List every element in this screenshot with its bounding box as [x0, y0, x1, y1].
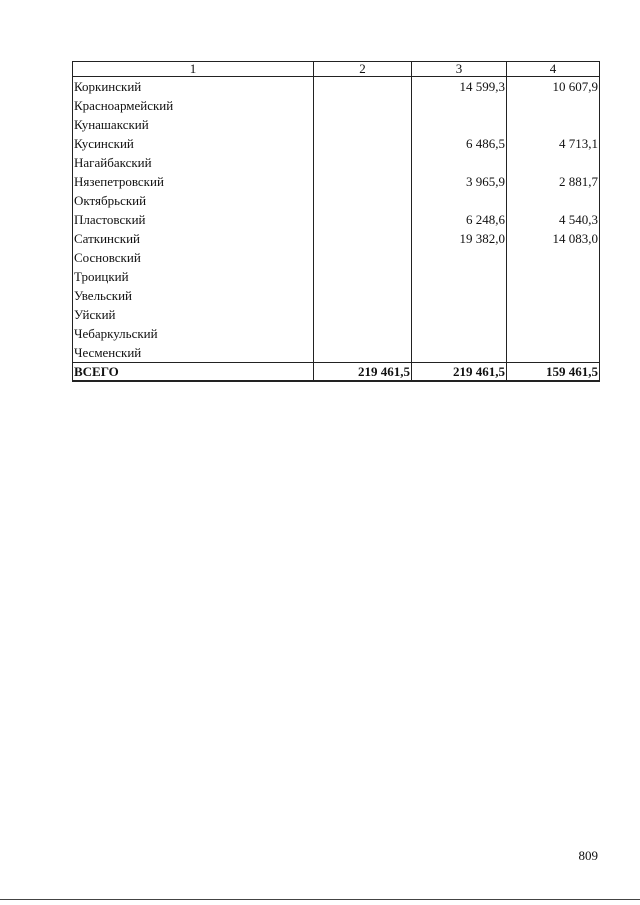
value-cell-col3	[412, 96, 507, 115]
district-name-cell: Нагайбакский	[73, 153, 314, 172]
value-cell-col3	[412, 248, 507, 267]
value-cell-col3	[412, 267, 507, 286]
value-cell-col2	[314, 267, 412, 286]
value-cell-col4: 10 607,9	[507, 77, 600, 97]
table-row	[73, 77, 600, 97]
district-name-cell: Сосновский	[73, 248, 314, 267]
total-value-col3: 219 461,5	[412, 363, 507, 382]
total-label-cell: ВСЕГО	[73, 363, 314, 382]
value-cell-col2	[314, 191, 412, 210]
value-cell-col3	[412, 191, 507, 210]
table-header-row	[73, 62, 600, 77]
page-number: 809	[578, 848, 598, 863]
value-cell-col3	[412, 286, 507, 305]
table-row	[73, 343, 600, 363]
value-cell-col2	[314, 305, 412, 324]
value-cell-col4	[507, 305, 600, 324]
value-cell-col2	[314, 153, 412, 172]
value-cell-col2	[314, 172, 412, 191]
district-name-cell: Уйский	[73, 305, 314, 324]
district-name-cell: Чесменский	[73, 343, 314, 363]
value-cell-col2	[314, 324, 412, 343]
value-cell-col2	[314, 134, 412, 153]
table-row	[73, 115, 600, 134]
table-row	[73, 229, 600, 248]
column-header-1: 1	[73, 62, 314, 77]
district-name-cell: Кунашакский	[73, 115, 314, 134]
district-name-cell: Увельский	[73, 286, 314, 305]
value-cell-col3	[412, 153, 507, 172]
value-cell-col3	[412, 324, 507, 343]
table-row	[73, 305, 600, 324]
value-cell-col4: 14 083,0	[507, 229, 600, 248]
value-cell-col2	[314, 96, 412, 115]
value-cell-col4	[507, 96, 600, 115]
table-row	[73, 153, 600, 172]
table-row	[73, 172, 600, 191]
value-cell-col3	[412, 343, 507, 363]
value-cell-col3	[412, 305, 507, 324]
value-cell-col4	[507, 153, 600, 172]
value-cell-col4	[507, 267, 600, 286]
district-name-cell: Троицкий	[73, 267, 314, 286]
value-cell-col2	[314, 248, 412, 267]
table-row	[73, 248, 600, 267]
total-value-col2: 219 461,5	[314, 363, 412, 382]
district-name-cell: Кусинский	[73, 134, 314, 153]
district-name-cell: Нязепетровский	[73, 172, 314, 191]
district-name-cell: Красноармейский	[73, 96, 314, 115]
total-row	[73, 363, 600, 382]
value-cell-col3: 6 248,6	[412, 210, 507, 229]
value-cell-col2	[314, 210, 412, 229]
district-name-cell: Пластовский	[73, 210, 314, 229]
value-cell-col4: 4 713,1	[507, 134, 600, 153]
value-cell-col4	[507, 248, 600, 267]
value-cell-col4	[507, 286, 600, 305]
value-cell-col4	[507, 191, 600, 210]
table-row	[73, 210, 600, 229]
value-cell-col2	[314, 77, 412, 97]
value-cell-col4: 2 881,7	[507, 172, 600, 191]
district-name-cell: Чебаркульский	[73, 324, 314, 343]
value-cell-col4	[507, 115, 600, 134]
value-cell-col3: 3 965,9	[412, 172, 507, 191]
value-cell-col3: 14 599,3	[412, 77, 507, 97]
value-cell-col3: 6 486,5	[412, 134, 507, 153]
value-cell-col2	[314, 229, 412, 248]
table-row	[73, 134, 600, 153]
table-row	[73, 267, 600, 286]
value-cell-col3: 19 382,0	[412, 229, 507, 248]
column-header-3: 3	[412, 62, 507, 77]
table-row	[73, 96, 600, 115]
value-cell-col4	[507, 343, 600, 363]
value-cell-col2	[314, 343, 412, 363]
district-name-cell: Коркинский	[73, 77, 314, 97]
table-body	[73, 77, 600, 382]
table-row	[73, 191, 600, 210]
table-row	[73, 286, 600, 305]
total-value-col4: 159 461,5	[507, 363, 600, 382]
column-header-4: 4	[507, 62, 600, 77]
value-cell-col2	[314, 286, 412, 305]
district-name-cell: Октябрьский	[73, 191, 314, 210]
value-cell-col2	[314, 115, 412, 134]
value-cell-col4	[507, 324, 600, 343]
table-row	[73, 324, 600, 343]
footer-divider	[0, 899, 640, 900]
value-cell-col4: 4 540,3	[507, 210, 600, 229]
district-name-cell: Саткинский	[73, 229, 314, 248]
column-header-2: 2	[314, 62, 412, 77]
budget-table	[72, 61, 600, 382]
value-cell-col3	[412, 115, 507, 134]
